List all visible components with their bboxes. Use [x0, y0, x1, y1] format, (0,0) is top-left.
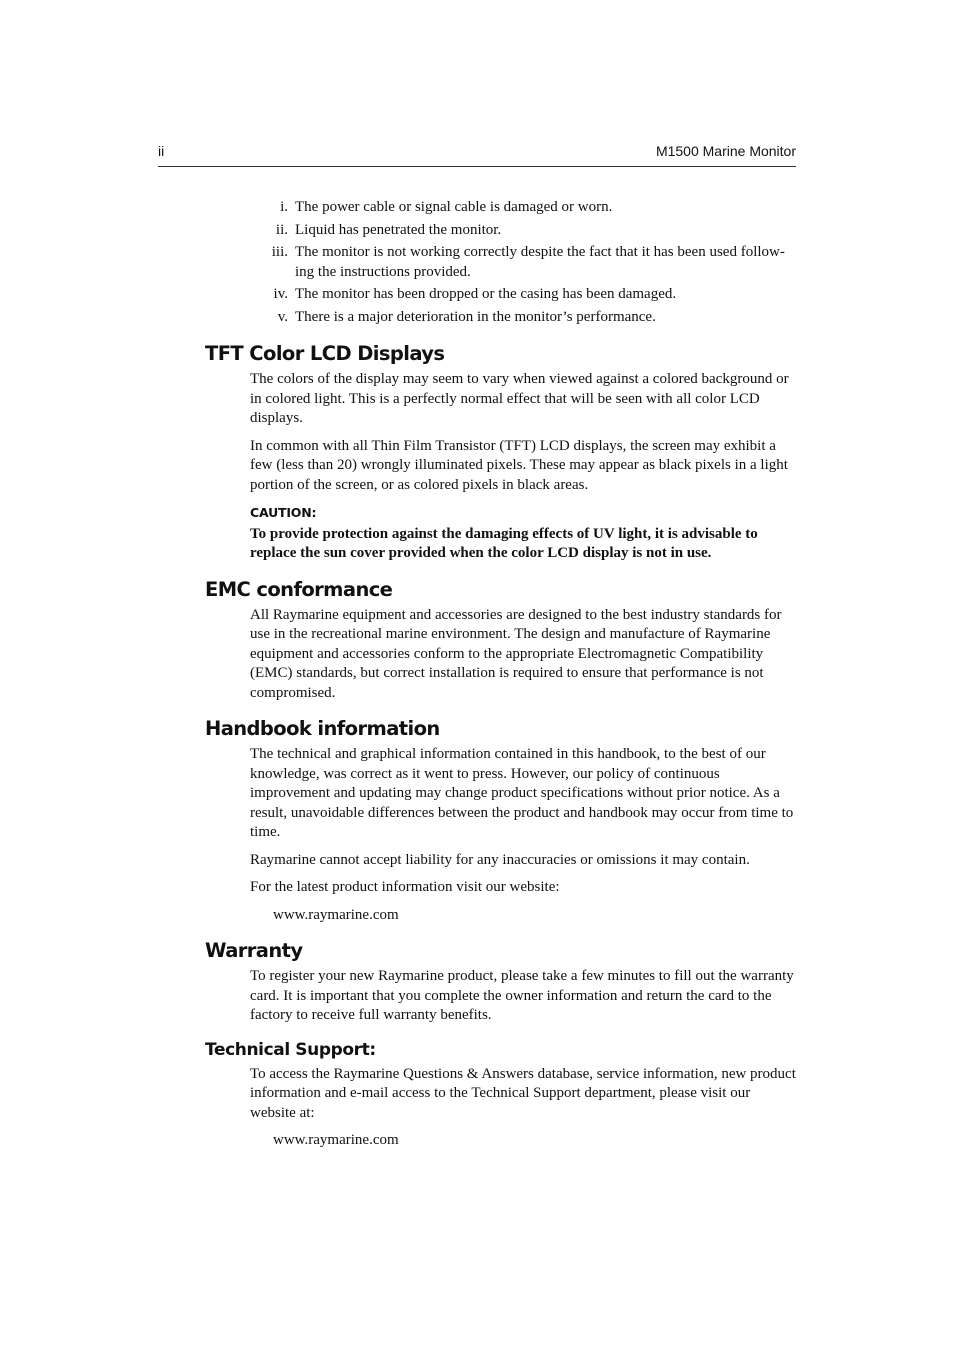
list-number: iii.	[271, 244, 288, 260]
caution-label: CAUTION:	[250, 505, 317, 520]
tft-heading: TFT Color LCD Displays	[205, 342, 445, 365]
warranty-body	[250, 967, 796, 1026]
page-number: ii	[158, 143, 165, 159]
tft-body	[250, 370, 796, 564]
list-number: iv.	[273, 286, 288, 302]
emc-section	[205, 578, 796, 704]
handbook-paragraph-1: The technical and graphical information contained in this handbook, to the best of our knowledge, was correct as it went to press. However, our policy of continuous improvement and updating may change product specifications without prior notice. As a result, unavoidable differences between the product and handbook may occur from time to time.	[250, 746, 794, 840]
warranty-paragraph: To register your new Raymarine product, please take a few minutes to fill out the warranty card. It is important that you complete the owner information and return the card to the factory to receive full warranty benefits.	[250, 968, 794, 1023]
list-item	[262, 285, 796, 305]
support-paragraph: To access the Raymarine Questions & Answers database, service information, new product information and e-mail access to the Technical Support department, please visit our website at:	[250, 1065, 796, 1121]
handbook-section	[205, 717, 796, 925]
support-body	[250, 1065, 796, 1151]
list-number: i.	[280, 199, 288, 215]
handbook-body	[250, 745, 796, 925]
tft-paragraph-1: The colors of the display may seem to vary when viewed against a colored background or in colored light. This is a perfectly normal effect that will be seen with all color LCD displays.	[250, 371, 789, 426]
page-content	[205, 342, 796, 1165]
list-item	[262, 221, 796, 241]
document-title: M1500 Marine Monitor	[655, 143, 796, 159]
website-link[interactable]: www.raymarine.com	[273, 906, 399, 923]
list-text: The monitor is not working correctly despite the fact that it has been used follow-ing the instructions provided.	[295, 244, 785, 280]
list-text: There is a major deterioration in the monitor’s performance.	[295, 308, 656, 325]
support-section	[205, 1040, 796, 1151]
running-header	[158, 141, 796, 167]
caution-text: To provide protection against the damaging effects of UV light, it is advisable to replace the sun cover provided when the color LCD display is not in use.	[250, 525, 758, 561]
list-text: Liquid has penetrated the monitor.	[295, 221, 502, 238]
list-number: ii.	[275, 221, 288, 238]
handbook-paragraph-3: For the latest product information visit our website:	[250, 879, 560, 895]
list-number: v.	[277, 308, 288, 325]
list-item	[262, 308, 796, 328]
list-item	[262, 243, 796, 282]
emc-body	[250, 606, 796, 704]
warranty-heading: Warranty	[205, 939, 303, 962]
list-item	[262, 198, 796, 218]
tft-paragraph-2: In common with all Thin Film Transistor (TFT) LCD displays, the screen may exhibit a few (less than 20) wrongly illuminated pixels. These may appear as black pixels in a light portion of the screen, or as colored pixels in black areas.	[250, 437, 788, 493]
emc-heading: EMC conformance	[205, 577, 393, 601]
support-website-link[interactable]: www.raymarine.com	[273, 1132, 399, 1148]
warranty-section	[205, 939, 796, 1026]
handbook-heading: Handbook information	[205, 717, 440, 740]
safety-reasons-list	[262, 198, 796, 330]
list-text: The monitor has been dropped or the casing has been damaged.	[295, 286, 677, 302]
emc-paragraph: All Raymarine equipment and accessories are designed to the best industry standards for use in the recreational marine environment. The design and manufacture of Raymarine equipment and accessories conform to the appropriate Electromagnetic Compatibility (EMC) standards, but correct installation is required to ensure that performance is not compromised.	[250, 606, 782, 701]
support-heading: Technical Support:	[205, 1039, 376, 1060]
handbook-paragraph-2: Raymarine cannot accept liability for any inaccuracies or omissions it may contain.	[250, 851, 750, 868]
list-text: The power cable or signal cable is damaged or worn.	[295, 199, 613, 215]
tft-section	[205, 342, 796, 564]
